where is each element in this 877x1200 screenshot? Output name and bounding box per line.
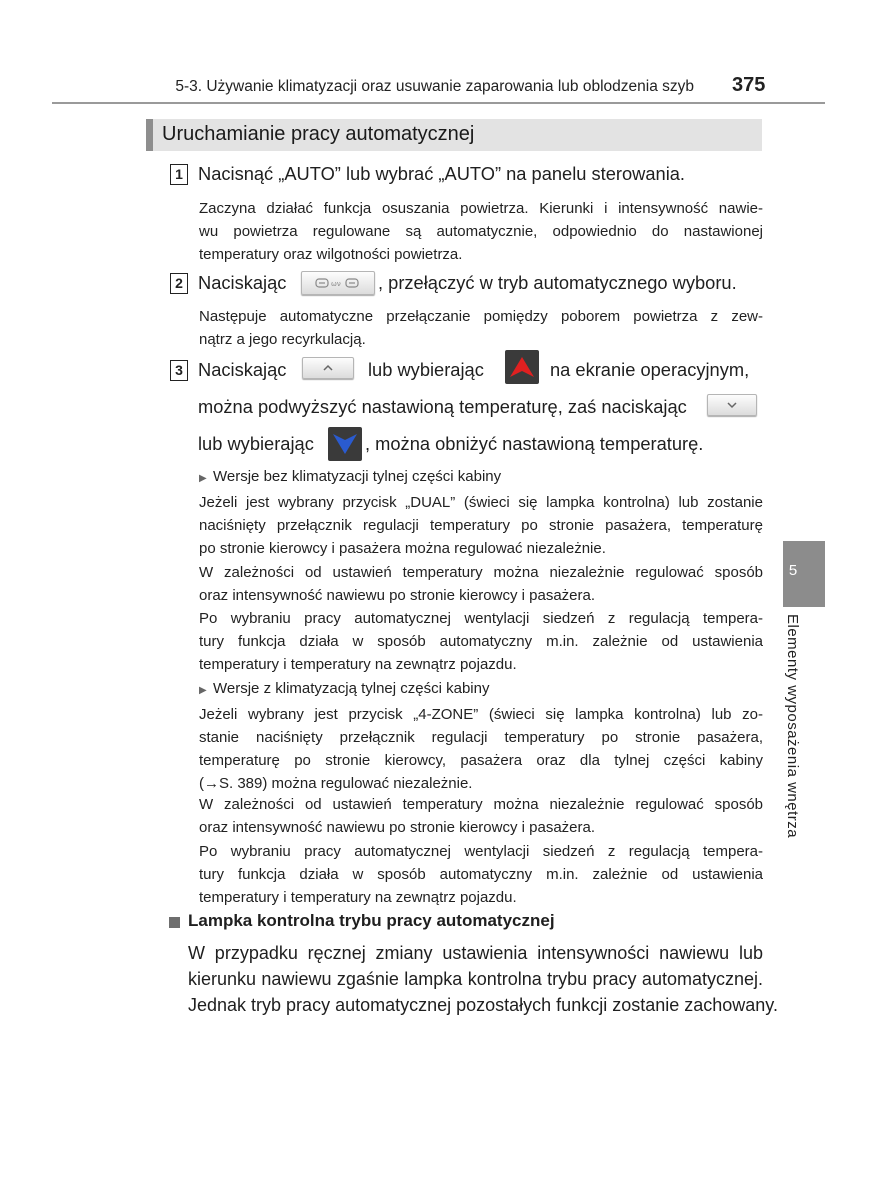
indicator-text: W przypadku ręcznej zmiany ustawienia intensywności nawiewu lub kierunku nawiewu zgaśnie lampka kontrolna trybu pracy automatycznej. Jednak tryb pracy automatycznej pozostałych funkcji zostanie zachowany. (188, 943, 778, 1015)
step-2-number: 2 (170, 273, 188, 294)
step-1-text: Nacisnąć „AUTO” lub wybrać „AUTO” na panelu sterowania. (198, 163, 686, 184)
step-3-line3-a: lub wybierając (198, 433, 314, 454)
section-title-bar (146, 119, 762, 151)
step-1-number: 1 (170, 164, 188, 185)
step-2-text-before: Naciskając (198, 272, 287, 293)
temp-down-button (707, 394, 757, 416)
step-2-text-after: , przełączyć w tryb automatycznego wyboru. (378, 272, 737, 293)
step-3-line1-a: Naciskając (198, 359, 287, 380)
step-3-number: 3 (170, 360, 188, 381)
variant-b-heading: ▶ Wersje z klimatyzacją tylnej części kabiny (199, 677, 489, 702)
step-2-note: Następuje automatyczne przełączanie pomiędzy poborem powietrza z zew- nątrz a jego recyrkulacją. (199, 308, 763, 348)
chapter-number: 5 (788, 562, 798, 579)
step-1-note: Zaczyna działać funkcja osuszania powietrza. Kierunki i intensywność nawie- wu powietrza regulowane są automatycznie, odpowiednio do nastawionej temperatury oraz wilgotności powietrza. (199, 200, 763, 263)
section-accent (146, 119, 153, 151)
triangle-bullet-icon: ▶ (199, 685, 207, 696)
intake-mode-button (301, 271, 375, 295)
temp-up-button (302, 357, 354, 379)
chevron-down-icon (725, 400, 739, 410)
triangle-bullet-icon: ▶ (199, 473, 207, 484)
chevron-up-icon (321, 363, 335, 373)
variant-a-paragraph-1: Jeżeli jest wybrany przycisk „DUAL” (świeci się lampka kontrolna) lub zostanie naciśnięty przełącznik regulacji temperatury po stronie pasażera, temperaturę po stronie kierowcy i pasażera można regulować niezależnie. (199, 494, 763, 557)
air-intake-icon (314, 277, 362, 289)
header-divider (52, 102, 825, 104)
square-bullet-icon (169, 917, 180, 928)
variant-b-paragraph-1: Jeżeli wybrany jest przycisk „4-ZONE” (świeci się lampka kontrolna) lub zo- stanie naciśnięty przełącznik regulacji temperatury po stronie pasażera, temperaturę po stronie kierowcy, pasażera oraz dla tylnej części kabiny (→S. 389) można regulować niezależnie. (199, 706, 763, 792)
up-arrow-icon (505, 350, 539, 384)
down-arrow-icon (328, 427, 362, 461)
variant-a-heading: ▶ Wersje bez klimatyzacji tylnej części kabiny (199, 465, 501, 490)
step-3-line1-c: na ekranie operacyjnym, (550, 359, 750, 380)
variant-a-paragraph-2: W zależności od ustawień temperatury można niezależnie regulować sposób oraz intensywność nawiewu po stronie kierowcy i pasażera. (199, 564, 763, 604)
svg-text:ων: ων (331, 280, 341, 288)
variant-b-paragraph-2: W zależności od ustawień temperatury można niezależnie regulować sposób oraz intensywność nawiewu po stronie kierowcy i pasażera. (199, 796, 763, 836)
step-3-line3-b: , można obniżyć nastawioną temperaturę. (365, 433, 704, 454)
running-header: 5-3. Używanie klimatyzacji oraz usuwanie zaparowania lub oblodzenia szyb (175, 78, 694, 95)
chapter-label: Elementy wyposażenia wnętrza (784, 614, 801, 839)
indicator-heading: Lampka kontrolna trybu pracy automatycznej (188, 911, 555, 930)
variant-b-paragraph-3: Po wybraniu pracy automatycznej wentylacji siedzeń z regulacją tempera- tury funkcja działa w sposób automatyczny m.in. zależnie od ustawienia temperatury i temperatury na zewnątrz pojazdu. (199, 843, 763, 906)
variant-a-paragraph-3: Po wybraniu pracy automatycznej wentylacji siedzeń z regulacją tempera- tury funkcja działa w sposób automatyczny m.in. zależnie od ustawienia temperatury i temperatury na zewnątrz pojazdu. (199, 610, 763, 673)
step-3-line2: można podwyższyć nastawioną temperaturę, zaś naciskając (198, 396, 687, 417)
section-title: Uruchamianie pracy automatycznej (162, 123, 475, 145)
step-3-line1-b: lub wybierając (368, 359, 484, 380)
page-number: 375 (732, 74, 766, 96)
